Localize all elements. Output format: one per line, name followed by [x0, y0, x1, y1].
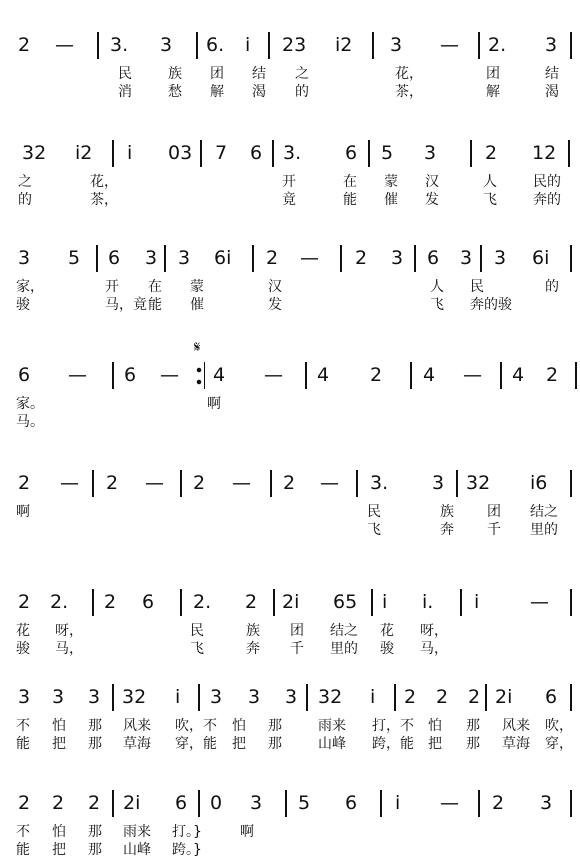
- lyric-syllable: 呀，: [420, 623, 448, 639]
- bar-line: [200, 140, 202, 167]
- bar-line: [198, 790, 200, 817]
- note: 2: [404, 686, 417, 708]
- notation-line: [0, 30, 580, 60]
- note: 32: [22, 142, 47, 164]
- lyric-syllable: 民: [118, 66, 132, 82]
- bar-line: [470, 140, 472, 167]
- lyric-syllable: 那: [88, 718, 102, 734]
- lyric-syllable: 草海: [502, 736, 530, 752]
- lyric-syllable: 飞: [483, 192, 497, 208]
- score-row: [0, 243, 580, 323]
- bar-line: [270, 470, 272, 497]
- lyric-syllable: 骏: [16, 297, 30, 313]
- note: —: [145, 472, 164, 494]
- lyric-syllable: 愁: [168, 84, 182, 100]
- note: 2: [468, 686, 481, 708]
- bar-line: [164, 245, 166, 272]
- note: 2: [370, 364, 383, 386]
- bar-line: [272, 140, 274, 167]
- lyric-syllable: 奔的: [533, 192, 561, 208]
- bar-line: [112, 362, 114, 389]
- note: 6: [427, 247, 440, 269]
- note: 2i: [123, 792, 141, 814]
- lyric-syllable: 族: [168, 66, 182, 82]
- lyric-line: [0, 734, 580, 754]
- lyric-syllable: 呀，: [55, 623, 83, 639]
- note: 3: [390, 34, 403, 56]
- lyric-syllable: 团: [486, 66, 500, 82]
- double-bar-line: [204, 362, 209, 389]
- lyric-syllable: 怕: [52, 824, 66, 840]
- lyric-syllable: 家，: [16, 279, 44, 295]
- note: 2i: [282, 591, 300, 613]
- lyric-syllable: 怕: [52, 718, 66, 734]
- lyric-syllable: 民: [190, 623, 204, 639]
- bar-line: [460, 589, 462, 616]
- note: 2: [436, 686, 449, 708]
- lyric-syllable: 茶，: [395, 84, 423, 100]
- lyric-syllable: 开: [282, 174, 296, 190]
- lyric-syllable: 骏: [16, 641, 30, 657]
- lyric-syllable: 把: [52, 736, 66, 752]
- note: 3: [391, 247, 404, 269]
- lyric-syllable: 之: [295, 66, 309, 82]
- lyric-syllable: 雨来: [123, 824, 151, 840]
- note: 4: [317, 364, 330, 386]
- note: 3.: [283, 142, 302, 164]
- bar-line: [575, 362, 577, 389]
- lyric-syllable: 的: [295, 84, 309, 100]
- note: 3: [432, 472, 445, 494]
- note: i2: [335, 34, 353, 56]
- lyric-syllable: 那: [466, 736, 480, 752]
- lyric-syllable: 跨。}: [172, 842, 202, 858]
- lyric-syllable: 里的: [330, 641, 358, 657]
- note: 6i: [532, 247, 550, 269]
- bar-line: [112, 790, 114, 817]
- lyric-syllable: 千: [487, 522, 501, 538]
- lyric-syllable: 把: [52, 842, 66, 858]
- lyric-syllable: 那: [268, 736, 282, 752]
- note: 3: [52, 686, 65, 708]
- lyric-line: [0, 394, 580, 414]
- lyric-syllable: 结之: [530, 504, 558, 520]
- lyric-syllable: 汉: [268, 279, 282, 295]
- lyric-syllable: 飞: [430, 297, 444, 313]
- bar-line: [112, 684, 114, 711]
- note: 3: [494, 247, 507, 269]
- note: 3: [160, 34, 173, 56]
- note: 3: [285, 686, 298, 708]
- note: 3: [540, 792, 553, 814]
- note: 3: [178, 247, 191, 269]
- note: 2: [18, 472, 31, 494]
- lyric-syllable: 的: [545, 279, 559, 295]
- lyric-syllable: 人: [483, 174, 497, 190]
- note: 2: [18, 792, 31, 814]
- note: 2: [283, 472, 296, 494]
- lyric-syllable: 发: [425, 192, 439, 208]
- lyric-syllable: 千: [290, 641, 304, 657]
- lyric-line: [0, 412, 580, 432]
- bar-line: [380, 790, 382, 817]
- bar-line: [371, 589, 373, 616]
- lyric-line: [0, 277, 580, 297]
- lyric-syllable: 风来: [502, 718, 530, 734]
- lyric-syllable: 穿，能: [175, 736, 217, 752]
- lyric-syllable: 家。: [16, 396, 44, 412]
- lyric-syllable: 人: [430, 279, 444, 295]
- lyric-syllable: 茶，: [90, 192, 118, 208]
- note: i: [127, 142, 133, 164]
- lyric-syllable: 怕: [428, 718, 442, 734]
- lyric-syllable: 马，竟: [105, 297, 147, 313]
- notation-line: [0, 468, 580, 498]
- lyric-syllable: 吹，不: [175, 718, 217, 734]
- lyric-syllable: 花: [16, 623, 30, 639]
- note: 7: [215, 142, 228, 164]
- notation-line: [0, 243, 580, 273]
- note: —: [68, 364, 87, 386]
- note: 2: [52, 792, 65, 814]
- bar-line: [414, 245, 416, 272]
- lyric-syllable: 竟: [282, 192, 296, 208]
- lyric-syllable: 那: [88, 824, 102, 840]
- lyric-line: [0, 82, 580, 102]
- notation-line: [0, 338, 580, 390]
- score-row: [0, 682, 580, 762]
- score-row: [0, 587, 580, 667]
- lyric-syllable: 奔: [246, 641, 260, 657]
- lyric-syllable: 团: [210, 66, 224, 82]
- bar-line: [568, 140, 570, 167]
- note: i: [474, 591, 480, 613]
- lyric-line: [0, 716, 580, 736]
- lyric-syllable: 那: [268, 718, 282, 734]
- lyric-syllable: 团: [290, 623, 304, 639]
- note: 6i: [214, 247, 232, 269]
- bar-line: [285, 790, 287, 817]
- note: 32: [466, 472, 491, 494]
- lyric-syllable: 那: [466, 718, 480, 734]
- lyric-line: [0, 840, 580, 860]
- lyric-syllable: 怕: [232, 718, 246, 734]
- bar-line: [92, 470, 94, 497]
- note: 2: [266, 247, 279, 269]
- note: 23: [282, 34, 307, 56]
- note: 3: [248, 686, 261, 708]
- notation-line: [0, 682, 580, 712]
- lyric-syllable: 花: [380, 623, 394, 639]
- lyric-syllable: 马。: [16, 414, 44, 430]
- lyric-syllable: 打。}: [172, 824, 202, 840]
- bar-line: [356, 470, 358, 497]
- lyric-syllable: 飞: [190, 641, 204, 657]
- note: i.: [422, 591, 434, 613]
- lyric-syllable: 渴: [545, 84, 559, 100]
- bar-line: [500, 362, 502, 389]
- note: 5: [68, 247, 81, 269]
- bar-line: [198, 684, 200, 711]
- note: 3: [210, 686, 223, 708]
- lyric-syllable: 不: [16, 718, 30, 734]
- note: 4: [213, 364, 226, 386]
- lyric-syllable: 蒙: [384, 174, 398, 190]
- note: 2: [546, 364, 559, 386]
- bar-line: [570, 32, 572, 59]
- score-row: [0, 338, 580, 440]
- note: 2: [355, 247, 368, 269]
- bar-line: [97, 32, 99, 59]
- note: 3: [424, 142, 437, 164]
- bar-line: [570, 790, 572, 817]
- lyric-syllable: 跨，能: [372, 736, 414, 752]
- bar-line: [92, 589, 94, 616]
- bar-line: [485, 684, 487, 711]
- lyric-syllable: 穿，: [545, 736, 573, 752]
- lyric-syllable: 里的: [530, 522, 558, 538]
- lyric-line: [0, 502, 580, 522]
- note: i: [395, 792, 401, 814]
- note: 2: [18, 591, 31, 613]
- bar-line: [180, 589, 182, 616]
- lyric-syllable: 蒙: [190, 279, 204, 295]
- lyric-line: [0, 172, 580, 192]
- lyric-line: [0, 64, 580, 84]
- note: 2: [106, 472, 119, 494]
- note: —: [160, 364, 179, 386]
- lyric-syllable: 奔: [440, 522, 454, 538]
- lyric-syllable: 催: [384, 192, 398, 208]
- lyric-syllable: 民: [470, 279, 484, 295]
- repeat-sign: [196, 366, 202, 386]
- note: 3.: [110, 34, 129, 56]
- lyric-line: [0, 520, 580, 540]
- lyric-syllable: 马，: [420, 641, 448, 657]
- lyric-syllable: 团: [487, 504, 501, 520]
- note: 6: [108, 247, 121, 269]
- score-row: [0, 468, 580, 548]
- note: —: [232, 472, 251, 494]
- bar-line: [306, 684, 308, 711]
- note: 6: [175, 792, 188, 814]
- bar-line: [252, 245, 254, 272]
- note: 2: [18, 34, 31, 56]
- note: 6: [124, 364, 137, 386]
- lyric-line: [0, 639, 580, 659]
- lyric-syllable: 能: [148, 297, 162, 313]
- bar-line: [112, 140, 114, 167]
- lyric-syllable: 能: [16, 736, 30, 752]
- note: 3: [545, 34, 558, 56]
- note: i: [175, 686, 181, 708]
- bar-line: [368, 140, 370, 167]
- lyric-line: [0, 190, 580, 210]
- note: 4: [512, 364, 525, 386]
- lyric-line: [0, 621, 580, 641]
- note: —: [300, 247, 319, 269]
- lyric-syllable: 族: [246, 623, 260, 639]
- notation-line: [0, 788, 580, 818]
- note: 0: [210, 792, 223, 814]
- bar-line: [478, 32, 480, 59]
- bar-line: [478, 790, 480, 817]
- note: 6: [18, 364, 31, 386]
- note: 2.: [193, 591, 212, 613]
- notation-line: [0, 587, 580, 617]
- note: —: [320, 472, 339, 494]
- lyric-syllable: 在: [343, 174, 357, 190]
- note: 32: [318, 686, 343, 708]
- lyric-syllable: 啊: [240, 824, 254, 840]
- bar-line: [196, 32, 198, 59]
- note: 2: [485, 142, 498, 164]
- lyric-syllable: 族: [440, 504, 454, 520]
- note: —: [440, 792, 459, 814]
- lyric-syllable: 能: [343, 192, 357, 208]
- lyric-syllable: 民的: [533, 174, 561, 190]
- lyric-syllable: 能: [16, 842, 30, 858]
- lyric-syllable: 打，不: [372, 718, 414, 734]
- lyric-syllable: 山峰: [123, 842, 151, 858]
- note: 2: [245, 591, 258, 613]
- score-row: [0, 138, 580, 218]
- bar-line: [268, 32, 270, 59]
- note: 6: [250, 142, 263, 164]
- note: 3: [145, 247, 158, 269]
- lyric-syllable: 吹，: [545, 718, 573, 734]
- note: 2.: [50, 591, 69, 613]
- lyric-syllable: 汉: [425, 174, 439, 190]
- note: 3: [460, 247, 473, 269]
- lyric-syllable: 啊: [16, 504, 30, 520]
- bar-line: [372, 32, 374, 59]
- note: 3: [88, 686, 101, 708]
- lyric-syllable: 在: [148, 279, 162, 295]
- lyric-syllable: 风来: [123, 718, 151, 734]
- lyric-syllable: 消: [118, 84, 132, 100]
- lyric-syllable: 飞: [367, 522, 381, 538]
- lyric-syllable: 马，: [55, 641, 83, 657]
- note: 2i: [495, 686, 513, 708]
- note: —: [440, 34, 459, 56]
- lyric-syllable: 发: [268, 297, 282, 313]
- lyric-syllable: 结: [545, 66, 559, 82]
- note: 2: [88, 792, 101, 814]
- lyric-syllable: 骏: [380, 641, 394, 657]
- note: 5: [381, 142, 394, 164]
- lyric-syllable: 花，: [395, 66, 423, 82]
- lyric-syllable: 那: [88, 736, 102, 752]
- lyric-syllable: 把: [428, 736, 442, 752]
- note: —: [264, 364, 283, 386]
- bar-line: [96, 245, 98, 272]
- bar-line: [570, 245, 572, 272]
- note: 2: [104, 591, 117, 613]
- bar-line: [305, 362, 307, 389]
- notation-line: [0, 138, 580, 168]
- note: 2.: [488, 34, 507, 56]
- note: —: [463, 364, 482, 386]
- note: 4: [423, 364, 436, 386]
- note: i: [382, 591, 388, 613]
- lyric-syllable: 结之: [330, 623, 358, 639]
- note: 3: [250, 792, 263, 814]
- lyric-syllable: 解: [210, 84, 224, 100]
- note: i: [370, 686, 376, 708]
- bar-line: [273, 589, 275, 616]
- lyric-syllable: 草海: [123, 736, 151, 752]
- lyric-syllable: 山峰: [318, 736, 346, 752]
- lyric-syllable: 花，: [90, 174, 118, 190]
- note: 65: [333, 591, 358, 613]
- note: —: [55, 34, 74, 56]
- note: 3.: [370, 472, 389, 494]
- segno-icon: 𝄋: [194, 338, 201, 356]
- lyric-syllable: 把: [232, 736, 246, 752]
- note: i2: [75, 142, 93, 164]
- lyric-syllable: 催: [190, 297, 204, 313]
- lyric-syllable: 啊: [207, 396, 221, 412]
- note: 2: [492, 792, 505, 814]
- lyric-syllable: 开: [105, 279, 119, 295]
- note: 6: [345, 142, 358, 164]
- bar-line: [456, 470, 458, 497]
- lyric-syllable: 的: [18, 192, 32, 208]
- note: 2: [193, 472, 206, 494]
- note: 6.: [206, 34, 225, 56]
- note: 03: [168, 142, 193, 164]
- note: 6: [142, 591, 155, 613]
- bar-line: [180, 470, 182, 497]
- note: 32: [122, 686, 147, 708]
- bar-line: [394, 684, 396, 711]
- note: 5: [298, 792, 311, 814]
- lyric-syllable: 解: [486, 84, 500, 100]
- bar-line: [340, 245, 342, 272]
- note: i: [245, 34, 251, 56]
- bar-line: [570, 684, 572, 711]
- lyric-syllable: 民: [367, 504, 381, 520]
- note: 3: [18, 686, 31, 708]
- lyric-syllable: 雨来: [318, 718, 346, 734]
- lyric-syllable: 渴: [252, 84, 266, 100]
- note: i6: [530, 472, 548, 494]
- bar-line: [410, 362, 412, 389]
- lyric-syllable: 不: [16, 824, 30, 840]
- lyric-syllable: 结: [252, 66, 266, 82]
- note: —: [530, 591, 549, 613]
- lyric-syllable: 之: [18, 174, 32, 190]
- lyric-line: [0, 822, 580, 842]
- lyric-line: [0, 295, 580, 315]
- lyric-syllable: 奔的骏: [470, 297, 512, 313]
- score-row: [0, 30, 580, 110]
- note: 12: [532, 142, 557, 164]
- score-row: [0, 788, 580, 868]
- note: —: [60, 472, 79, 494]
- note: 6: [345, 792, 358, 814]
- bar-line: [570, 470, 572, 497]
- bar-line: [570, 589, 572, 616]
- note: 3: [18, 247, 31, 269]
- bar-line: [480, 245, 482, 272]
- lyric-syllable: 那: [88, 842, 102, 858]
- note: 6: [545, 686, 558, 708]
